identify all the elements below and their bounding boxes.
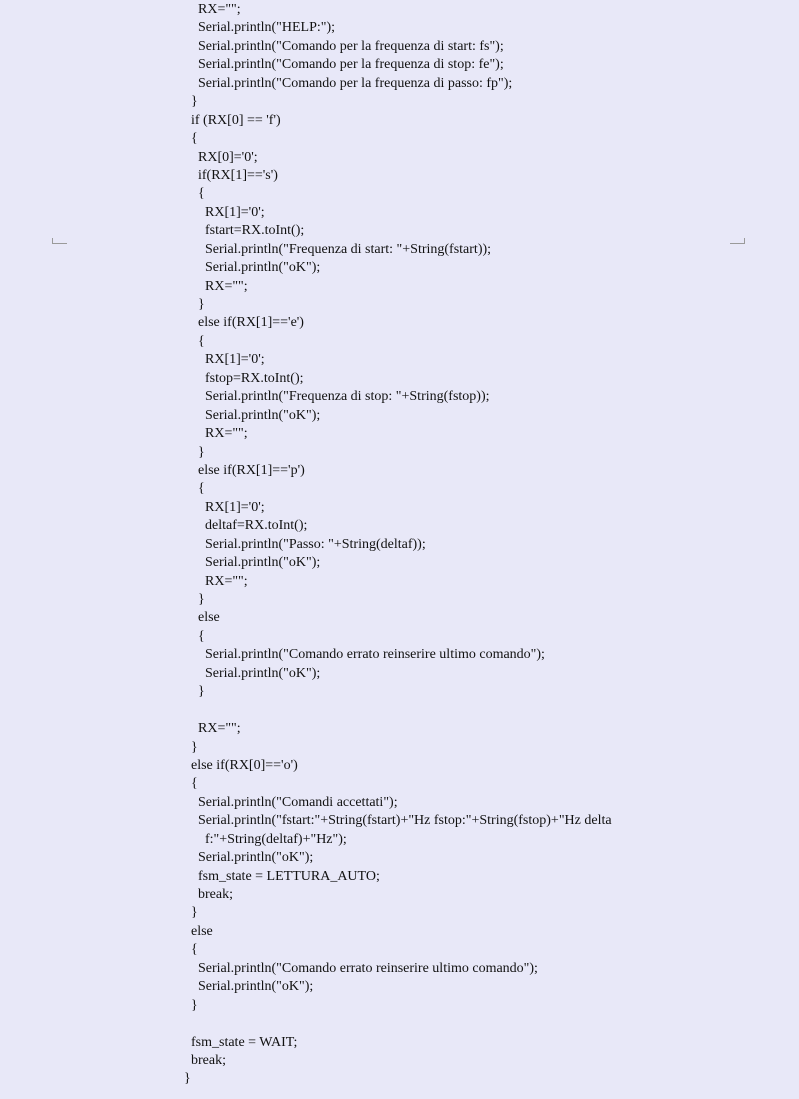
code-listing bbox=[184, 1, 784, 1089]
code-line: } bbox=[184, 444, 205, 460]
code-line: fsm_state = LETTURA_AUTO; bbox=[184, 868, 380, 884]
code-line: Serial.println("oK"); bbox=[184, 979, 314, 995]
code-line: Serial.println("Comandi accettati"); bbox=[184, 794, 398, 810]
code-line: Serial.println("oK"); bbox=[184, 260, 321, 276]
code-line: Serial.println("HELP:"); bbox=[184, 20, 336, 36]
code-line: Serial.println("oK"); bbox=[184, 407, 321, 423]
code-line: RX=""; bbox=[184, 721, 241, 737]
code-line: break; bbox=[184, 887, 233, 902]
code-line: if (RX[0] == 'f') bbox=[184, 112, 281, 128]
code-line: { bbox=[184, 776, 198, 792]
code-line: { bbox=[184, 333, 205, 349]
code-line: } bbox=[184, 905, 198, 921]
code-line: else if(RX[1]=='p') bbox=[184, 462, 305, 478]
code-line: Serial.println("Frequenza di stop: "+String(fstop)); bbox=[184, 389, 490, 405]
code-line: RX=""; bbox=[184, 426, 248, 442]
code-line: else bbox=[184, 610, 220, 626]
code-line: Serial.println("Comando errato reinserire ultimo comando"); bbox=[184, 647, 545, 663]
code-line: } bbox=[184, 684, 205, 700]
code-line: RX[1]='0'; bbox=[184, 499, 265, 515]
code-line: Serial.println("Passo: "+String(deltaf)); bbox=[184, 536, 426, 552]
code-line: } bbox=[184, 297, 205, 312]
code-line: } bbox=[184, 592, 205, 607]
code-line: Serial.println("oK"); bbox=[184, 665, 321, 681]
code-line bbox=[184, 702, 784, 720]
code-line: fstop=RX.toInt(); bbox=[184, 370, 304, 386]
code-line: fstart=RX.toInt(); bbox=[184, 223, 305, 239]
code-line: RX[1]='0'; bbox=[184, 204, 265, 220]
code-line: break; bbox=[184, 1052, 226, 1068]
code-line: { bbox=[184, 131, 198, 147]
code-line: deltaf=RX.toInt(); bbox=[184, 518, 308, 534]
code-line: Serial.println("fstart:"+String(fstart)+"Hz fstop:"+String(fstop)+"Hz delta bbox=[184, 813, 612, 829]
code-line: Serial.println("Frequenza di start: "+String(fstart)); bbox=[184, 241, 492, 257]
code-line: { bbox=[184, 628, 205, 644]
code-line: { bbox=[184, 942, 198, 958]
code-line: Serial.println("oK"); bbox=[184, 850, 314, 866]
code-line: else bbox=[184, 923, 213, 939]
code-line: } bbox=[184, 94, 198, 110]
code-line: Serial.println("oK"); bbox=[184, 555, 321, 571]
code-line: Serial.println("Comando per la frequenza di passo: fp"); bbox=[184, 75, 513, 91]
code-line: RX=""; bbox=[184, 2, 241, 17]
code-line: { bbox=[184, 481, 205, 497]
code-line: if(RX[1]=='s') bbox=[184, 167, 278, 183]
page-corner-mark-left bbox=[52, 238, 67, 244]
code-line: fsm_state = WAIT; bbox=[184, 1034, 298, 1050]
code-line: f:"+String(deltaf)+"Hz"); bbox=[184, 831, 347, 847]
code-line: RX[0]='0'; bbox=[184, 149, 258, 165]
code-line: RX=""; bbox=[184, 278, 248, 294]
code-line: else if(RX[0]=='o') bbox=[184, 757, 298, 773]
code-line: } bbox=[184, 739, 198, 755]
code-line: { bbox=[184, 186, 205, 202]
code-line: } bbox=[184, 997, 198, 1013]
code-line: } bbox=[184, 1071, 191, 1087]
code-line: Serial.println("Comando per la frequenza di stop: fe"); bbox=[184, 57, 504, 73]
code-line: RX=""; bbox=[184, 573, 248, 589]
code-line: Serial.println("Comando per la frequenza di start: fs"); bbox=[184, 38, 504, 54]
code-line bbox=[184, 1015, 784, 1033]
code-line: RX[1]='0'; bbox=[184, 352, 265, 368]
code-line: Serial.println("Comando errato reinserire ultimo comando"); bbox=[184, 960, 538, 976]
code-line: else if(RX[1]=='e') bbox=[184, 315, 304, 331]
